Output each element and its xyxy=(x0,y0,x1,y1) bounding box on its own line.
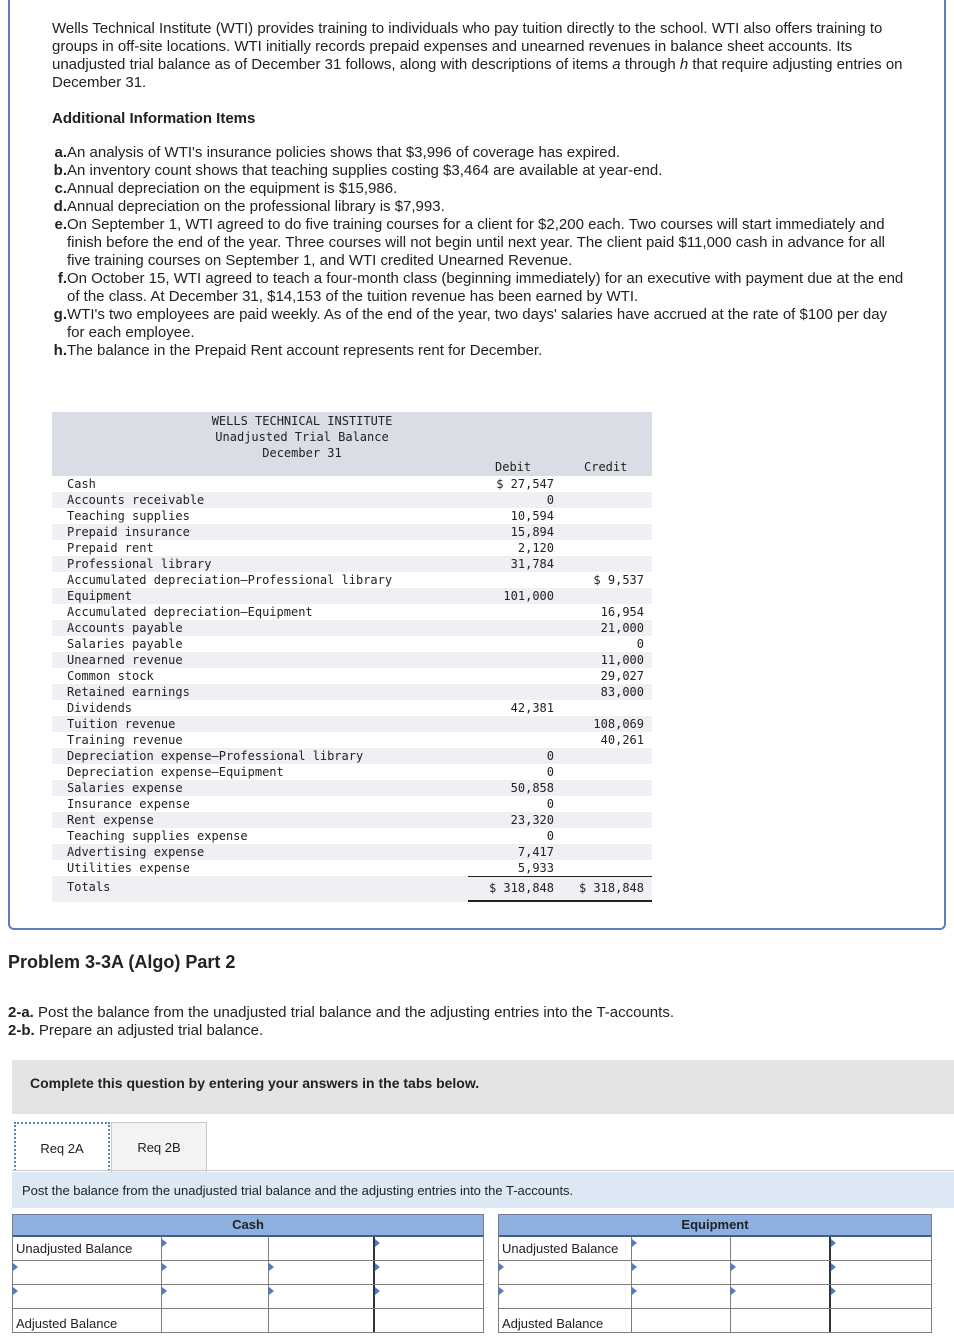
account-name: Accounts receivable xyxy=(67,493,205,507)
trial-balance-rows xyxy=(52,476,652,876)
adjusted-balance-label: Adjusted Balance xyxy=(499,1309,632,1332)
trial-balance-row xyxy=(52,780,652,796)
credit-label-input[interactable] xyxy=(269,1261,375,1284)
taccount-equipment xyxy=(498,1214,932,1333)
debit-value: 0 xyxy=(546,829,554,843)
info-item: f. On October 15, WTI agreed to teach a four-month class (beginning immediately) for an executive with payment due at the end of the class. At December 31, $14,153 of the tuition revenue has been earned by WTI. xyxy=(57,270,904,305)
company-name: WELLS TECHNICAL INSTITUTE xyxy=(211,414,393,428)
additional-info-title: Additional Information Items xyxy=(52,110,256,127)
debit-value xyxy=(464,716,554,732)
debit-value: 42,381 xyxy=(510,701,554,715)
debit-value xyxy=(464,636,554,652)
account-name: Utilities expense xyxy=(67,861,190,875)
credit-value xyxy=(554,524,644,540)
trial-balance-row xyxy=(52,476,652,492)
credit-value: 29,027 xyxy=(600,669,644,683)
account-name: Rent expense xyxy=(67,813,154,827)
info-item: b. An inventory count shows that teaching supplies costing $3,464 are available at year-end. xyxy=(53,162,663,179)
trial-balance-row xyxy=(52,828,652,844)
debit-value: 7,417 xyxy=(517,845,554,859)
info-item: g. WTI's two employees are paid weekly. As of the end of the year, two days' salaries have accrued at the rate of $100 per day for each employee. xyxy=(53,306,888,341)
credit-label-input[interactable] xyxy=(731,1237,831,1260)
totals-label: Totals xyxy=(67,880,111,894)
trial-balance-row xyxy=(52,668,652,684)
debit-value xyxy=(464,572,554,588)
account-name: Prepaid insurance xyxy=(67,525,190,539)
debit-amount-input[interactable] xyxy=(632,1261,731,1284)
credit-amount-input[interactable] xyxy=(375,1285,483,1308)
credit-amount-input[interactable] xyxy=(375,1237,483,1260)
account-name: Depreciation expense—Professional library xyxy=(67,749,364,763)
account-name: Dividends xyxy=(67,701,133,715)
adjusted-balance-label: Adjusted Balance xyxy=(13,1309,162,1332)
info-item: e. On September 1, WTI agreed to do five training courses for a client for $2,200 each. Two courses will start immediately and finish before the end of the year. Three courses will not begin until next year. The client paid $11,000 cash in advance for all five training courses on September 1, and WTI credited Unearned Revenue. xyxy=(54,216,886,269)
credit-value xyxy=(554,700,644,716)
debit-value: $ 27,547 xyxy=(496,477,554,491)
debit-value: 50,858 xyxy=(510,781,554,795)
info-item: d. Annual depreciation on the professional library is $7,993. xyxy=(53,198,445,215)
post-instruction-bar: Post the balance from the unadjusted trial balance and the adjusting entries into the T-accounts. xyxy=(12,1172,954,1208)
trial-balance-header xyxy=(52,412,652,476)
debit-value: 101,000 xyxy=(503,589,554,603)
tab-req-2a[interactable]: Req 2A xyxy=(14,1122,110,1174)
credit-value: 11,000 xyxy=(600,653,644,667)
trial-balance-row xyxy=(52,572,652,588)
debit-value: 0 xyxy=(546,749,554,763)
trial-balance-row xyxy=(52,508,652,524)
taccount-row xyxy=(499,1261,931,1285)
taccount-row xyxy=(13,1285,483,1309)
taccount-row xyxy=(13,1261,483,1285)
trial-balance-row xyxy=(52,540,652,556)
credit-value xyxy=(554,588,644,604)
trial-balance-totals xyxy=(52,876,652,902)
debit-amount-input[interactable] xyxy=(162,1261,269,1284)
account-name: Salaries payable xyxy=(67,637,183,651)
credit-value xyxy=(554,860,644,876)
credit-value xyxy=(554,508,644,524)
credit-value xyxy=(554,780,644,796)
trial-balance-row xyxy=(52,716,652,732)
trial-balance-row xyxy=(52,556,652,572)
trial-balance-row xyxy=(52,620,652,636)
debit-value xyxy=(464,604,554,620)
debit-value: 0 xyxy=(546,797,554,811)
adjusted-credit-input[interactable] xyxy=(375,1309,483,1332)
debit-label-input[interactable] xyxy=(499,1285,632,1308)
trial-balance-row xyxy=(52,796,652,812)
debit-value xyxy=(464,620,554,636)
credit-value xyxy=(554,796,644,812)
credit-label-input[interactable] xyxy=(269,1285,375,1308)
credit-value: 16,954 xyxy=(600,605,644,619)
trial-balance-row xyxy=(52,748,652,764)
debit-label-input[interactable] xyxy=(13,1285,162,1308)
credit-value: 40,261 xyxy=(600,733,644,747)
adjusted-credit-input[interactable] xyxy=(831,1309,931,1332)
taccount-title: Cash xyxy=(13,1215,483,1237)
credit-amount-input[interactable] xyxy=(831,1237,931,1260)
credit-value xyxy=(554,828,644,844)
account-name: Retained earnings xyxy=(67,685,190,699)
credit-value xyxy=(554,476,644,492)
debit-label-input[interactable] xyxy=(13,1261,162,1284)
credit-value xyxy=(554,492,644,508)
account-name: Depreciation expense—Equipment xyxy=(67,765,284,779)
debit-value xyxy=(464,732,554,748)
credit-value: 21,000 xyxy=(600,621,644,635)
trial-balance-row xyxy=(52,700,652,716)
info-item: a. An analysis of WTI's insurance policies shows that $3,996 of coverage has expired. xyxy=(54,144,621,161)
trial-balance-row xyxy=(52,764,652,780)
account-name: Common stock xyxy=(67,669,154,683)
taccount-row xyxy=(499,1237,931,1261)
trial-balance-row xyxy=(52,604,652,620)
credit-column-header: Credit xyxy=(584,460,628,474)
taccount-row xyxy=(13,1309,483,1332)
credit-value: 0 xyxy=(636,637,644,651)
account-name: Cash xyxy=(67,477,96,491)
account-name: Equipment xyxy=(67,589,133,603)
credit-value: 108,069 xyxy=(593,717,644,731)
account-name: Training revenue xyxy=(67,733,183,747)
taccount-row xyxy=(499,1309,931,1332)
account-name: Salaries expense xyxy=(67,781,183,795)
trial-balance-row xyxy=(52,844,652,860)
tab-req-2b[interactable]: Req 2B xyxy=(111,1122,207,1172)
statement-date: December 31 xyxy=(262,446,342,460)
complete-question-banner: Complete this question by entering your answers in the tabs below. xyxy=(12,1060,954,1114)
trial-balance-row xyxy=(52,524,652,540)
credit-value xyxy=(554,812,644,828)
debit-value xyxy=(464,652,554,668)
debit-value: 0 xyxy=(546,493,554,507)
trial-balance-row xyxy=(52,684,652,700)
tab-divider xyxy=(12,1170,954,1171)
taccount-title: Equipment xyxy=(499,1215,931,1237)
unadjusted-trial-balance xyxy=(52,412,652,902)
adjusted-debit-input[interactable] xyxy=(632,1309,731,1332)
account-name: Unearned revenue xyxy=(67,653,183,667)
debit-value: 31,784 xyxy=(510,557,554,571)
credit-value xyxy=(554,844,644,860)
debit-value: 23,320 xyxy=(510,813,554,827)
adjusted-credit-label[interactable] xyxy=(731,1309,831,1332)
info-item: h. The balance in the Prepaid Rent account represents rent for December. xyxy=(53,342,543,359)
account-name: Professional library xyxy=(67,557,212,571)
total-credit: $ 318,848 xyxy=(554,876,652,902)
account-name: Teaching supplies expense xyxy=(67,829,248,843)
unadjusted-balance-label: Unadjusted Balance xyxy=(13,1237,162,1260)
additional-info-list xyxy=(48,144,908,360)
instructions: 2-a. Post the balance from the unadjusted trial balance and the adjusting entries into the T-accounts. 2-b. Prepare an adjusted trial balance. xyxy=(8,1004,674,1039)
credit-label-input[interactable] xyxy=(731,1285,831,1308)
account-name: Advertising expense xyxy=(67,845,205,859)
credit-label-input[interactable] xyxy=(731,1261,831,1284)
account-name: Accumulated depreciation—Equipment xyxy=(67,605,313,619)
account-name: Teaching supplies xyxy=(67,509,190,523)
credit-value xyxy=(554,764,644,780)
trial-balance-row xyxy=(52,636,652,652)
unadjusted-balance-label: Unadjusted Balance xyxy=(499,1237,632,1260)
credit-amount-input[interactable] xyxy=(375,1261,483,1284)
trial-balance-row xyxy=(52,588,652,604)
adjusted-debit-input[interactable] xyxy=(162,1309,269,1332)
account-name: Prepaid rent xyxy=(67,541,154,555)
adjusted-credit-label[interactable] xyxy=(269,1309,375,1332)
credit-amount-input[interactable] xyxy=(831,1285,931,1308)
taccount-cash xyxy=(12,1214,484,1333)
debit-amount-input[interactable] xyxy=(632,1237,731,1260)
debit-column-header: Debit xyxy=(495,460,532,474)
credit-value: $ 9,537 xyxy=(593,573,644,587)
debit-value: 15,894 xyxy=(510,525,554,539)
account-name: Accumulated depreciation—Professional library xyxy=(67,573,393,587)
debit-value: 10,594 xyxy=(510,509,554,523)
credit-value xyxy=(554,540,644,556)
trial-balance-row xyxy=(52,812,652,828)
debit-amount-input[interactable] xyxy=(162,1237,269,1260)
credit-label-input[interactable] xyxy=(269,1237,375,1260)
taccount-row xyxy=(499,1285,931,1309)
account-name: Accounts payable xyxy=(67,621,183,635)
intro-paragraph: Wells Technical Institute (WTI) provides training to individuals who pay tuition directly to the school. WTI also offers training to groups in off-site locations. WTI initially records prepaid expenses and unearned revenues in balance sheet accounts. Its unadjusted trial balance as of December 31 follows, along with descriptions of items a through h that require adjusting entries on December 31. xyxy=(52,20,903,91)
debit-label-input[interactable] xyxy=(499,1261,632,1284)
debit-value: 5,933 xyxy=(517,861,554,875)
debit-value: 2,120 xyxy=(517,541,554,555)
trial-balance-row xyxy=(52,732,652,748)
debit-value xyxy=(464,668,554,684)
account-name: Tuition revenue xyxy=(67,717,176,731)
debit-value: 0 xyxy=(546,765,554,779)
part-title: Problem 3-3A (Algo) Part 2 xyxy=(8,952,236,972)
credit-amount-input[interactable] xyxy=(831,1261,931,1284)
credit-value xyxy=(554,748,644,764)
taccount-row xyxy=(13,1237,483,1261)
account-name: Insurance expense xyxy=(67,797,190,811)
statement-title: Unadjusted Trial Balance xyxy=(215,430,389,444)
info-item: c. Annual depreciation on the equipment is $15,986. xyxy=(54,180,398,197)
trial-balance-row xyxy=(52,652,652,668)
debit-value xyxy=(464,684,554,700)
credit-value xyxy=(554,556,644,572)
credit-value: 83,000 xyxy=(600,685,644,699)
debit-amount-input[interactable] xyxy=(632,1285,731,1308)
debit-amount-input[interactable] xyxy=(162,1285,269,1308)
total-debit: $ 318,848 xyxy=(468,876,554,902)
trial-balance-row xyxy=(52,860,652,876)
trial-balance-row xyxy=(52,492,652,508)
